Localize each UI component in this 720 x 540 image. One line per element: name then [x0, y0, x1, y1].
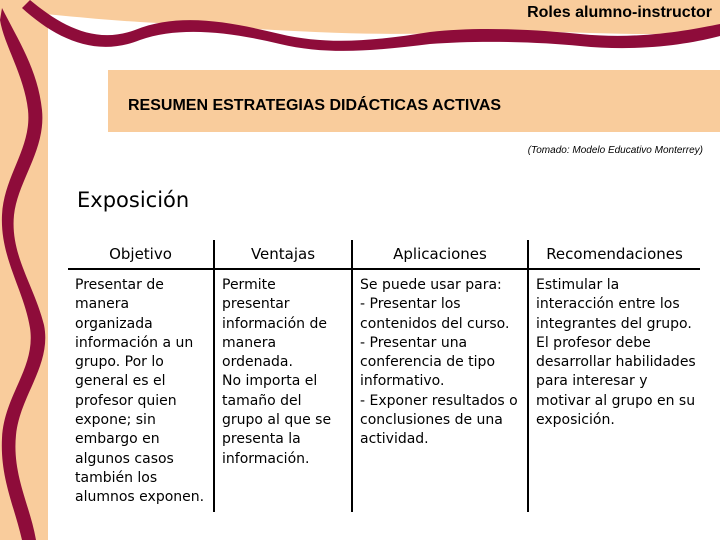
- cell-text-line: - Presentar una: [360, 334, 468, 351]
- cell-text-line: informativo.: [360, 373, 445, 390]
- table-header-row: [68, 240, 700, 269]
- cell-text-line: exposición.: [536, 412, 615, 429]
- column-header-objetivo: Objetivo: [68, 240, 214, 269]
- cell-text-line: tamaño del: [222, 392, 302, 409]
- table-row: [68, 269, 700, 512]
- cell-text-line: motivar al grupo en su: [536, 392, 696, 409]
- cell-text-line: Estimular la: [536, 277, 620, 293]
- cell-text-line: - Exponer resultados o: [360, 392, 518, 409]
- cell-text-line: para interesar y: [536, 373, 648, 390]
- cell-text-line: expone; sin: [75, 412, 156, 429]
- cell-text-line: algunos casos: [75, 450, 174, 467]
- cell-text-line: - Presentar los: [360, 296, 461, 313]
- cell-objetivo: [68, 269, 214, 512]
- cell-text-line: información.: [222, 450, 310, 467]
- cell-text-line: presentar: [222, 296, 290, 313]
- cell-text-line: manera: [75, 296, 130, 313]
- cell-text-line: también los: [75, 469, 158, 486]
- page-header: Roles alumno-instructor: [527, 4, 712, 21]
- cell-text-line: interacción entre los: [536, 296, 680, 313]
- cell-text-line: información de: [222, 315, 327, 332]
- strategy-table: [68, 240, 700, 512]
- cell-text-line: Se puede usar para:: [360, 277, 502, 293]
- cell-text-line: presenta la: [222, 431, 301, 448]
- cell-text-line: general es el: [75, 373, 166, 390]
- cell-text-line: conclusiones de una: [360, 412, 503, 429]
- cell-text-line: manera: [222, 334, 277, 351]
- cell-text-line: alumnos exponen.: [75, 489, 205, 506]
- cell-text-line: Permite: [222, 277, 276, 293]
- cell-text-line: No importa el: [222, 373, 318, 390]
- section-title: Exposición: [77, 188, 190, 212]
- cell-text-line: grupo al que se: [222, 412, 332, 429]
- column-header-aplicaciones: Aplicaciones: [352, 240, 528, 269]
- cell-text-line: grupo. Por lo: [75, 354, 164, 371]
- cell-text-line: Presentar de: [75, 277, 164, 293]
- cell-text-line: El profesor debe: [536, 334, 651, 351]
- cell-recomendaciones: [528, 269, 700, 512]
- source-note: (Tomado: Modelo Educativo Monterrey): [527, 145, 703, 156]
- cell-text-line: conferencia de tipo: [360, 354, 496, 371]
- cell-text-line: profesor quien: [75, 392, 177, 409]
- cell-text-line: desarrollar habilidades: [536, 354, 696, 371]
- cell-text-line: embargo en: [75, 431, 160, 448]
- cell-aplicaciones: [352, 269, 528, 512]
- cell-text-line: contenidos del curso.: [360, 315, 510, 332]
- cell-text-line: integrantes del grupo.: [536, 315, 692, 332]
- column-header-recomendaciones: Recomendaciones: [528, 240, 700, 269]
- cell-text-line: información a un: [75, 334, 194, 351]
- cell-text-line: actividad.: [360, 431, 429, 448]
- cell-ventajas: [214, 269, 352, 512]
- cell-text-line: ordenada.: [222, 354, 293, 371]
- banner-title: RESUMEN ESTRATEGIAS DIDÁCTICAS ACTIVAS: [128, 97, 502, 114]
- cell-text-line: organizada: [75, 315, 153, 332]
- column-header-ventajas: Ventajas: [214, 240, 352, 269]
